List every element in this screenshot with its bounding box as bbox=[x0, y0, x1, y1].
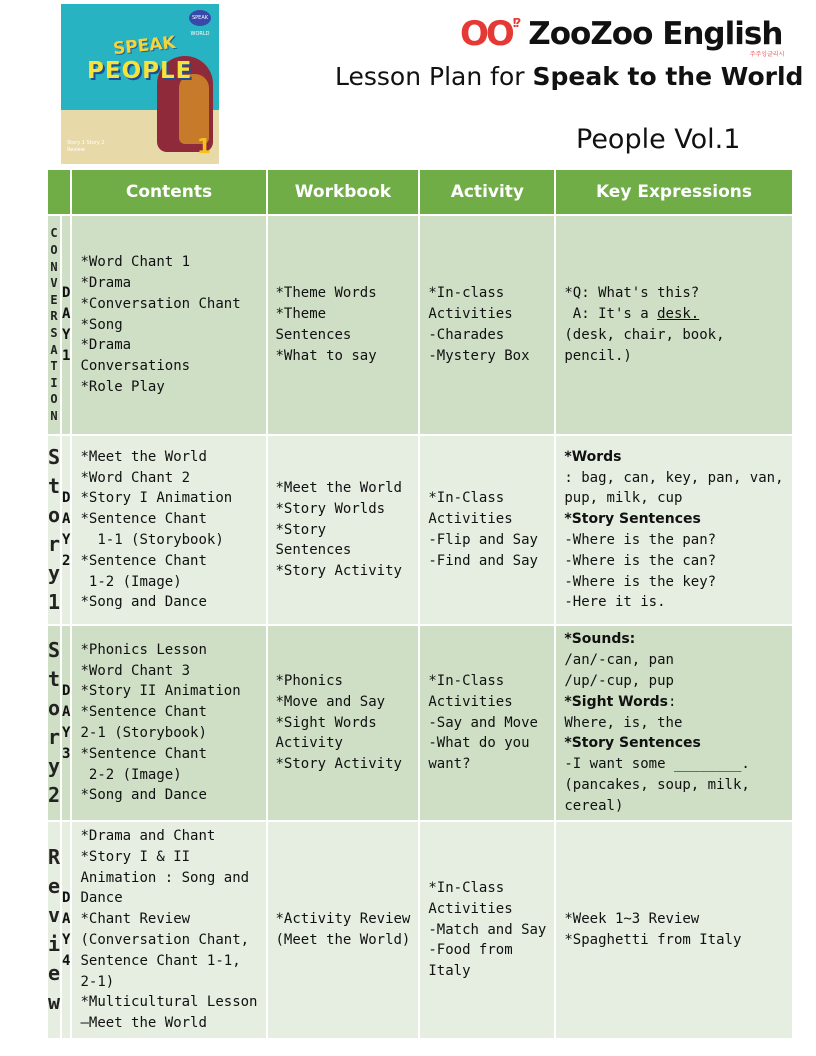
table-header-row bbox=[47, 169, 793, 215]
cover-speak-text: SPEAK bbox=[112, 32, 177, 60]
contents-cell: *Phonics Lesson *Word Chant 3 *Story II Animation *Sentence Chant 2-1 (Storybook) *Sentence Chant 2-2 (Image) *Song and Dance bbox=[71, 625, 266, 821]
cover-label: Story 1 Story 2 Review bbox=[67, 140, 105, 153]
header-activity: Activity bbox=[419, 169, 555, 215]
logo-mark: OO!? bbox=[460, 14, 519, 54]
header-workbook: Workbook bbox=[267, 169, 420, 215]
key-expressions-cell: *Q: What's this? A: It's a desk. (desk, chair, book, pencil.) bbox=[555, 215, 792, 435]
cover-volume-number: 1 bbox=[197, 134, 211, 158]
activity-cell: *In-Class Activities -Match and Say -Food from Italy bbox=[419, 821, 555, 1039]
key-expressions-cell: *Sounds: /an/-can, pan /up/-cup, pup *Sight Words: Where, is, the *Story Sentences -I want some ________. (pancakes, soup, milk, cereal) bbox=[555, 625, 792, 821]
table-row bbox=[47, 625, 793, 821]
table-row bbox=[47, 215, 793, 435]
key-expressions-cell: *Week 1~3 Review *Spaghetti from Italy bbox=[555, 821, 792, 1039]
workbook-cell: *Meet the World *Story Worlds *Story Sentences *Story Activity bbox=[267, 435, 420, 625]
day-label: D A Y 3 bbox=[61, 625, 71, 821]
workbook-cell: *Phonics *Move and Say *Sight Words Activity *Story Activity bbox=[267, 625, 420, 821]
activity-cell: *In-Class Activities -Say and Move -What do you want? bbox=[419, 625, 555, 821]
unit-label: S t o r y 2 bbox=[47, 625, 61, 821]
day-label: D A Y 2 bbox=[61, 435, 71, 625]
day-label: D A Y 1 bbox=[61, 215, 71, 435]
key-expressions-cell: *Words : bag, can, key, pan, van, pup, milk, cup *Story Sentences -Where is the pan? -Where is the can? -Where is the key? -Here it is. bbox=[555, 435, 792, 625]
zoozoo-logo bbox=[460, 14, 785, 58]
table-row bbox=[47, 821, 793, 1039]
contents-cell: *Word Chant 1 *Drama *Conversation Chant *Song *Drama Conversations *Role Play bbox=[71, 215, 266, 435]
unit-label: C O N V E R S A T I O N bbox=[47, 215, 61, 435]
logo-brand-name: ZooZoo English bbox=[528, 16, 783, 52]
cover-badge: SPEAK WORLD bbox=[189, 10, 211, 26]
workbook-cell: *Activity Review (Meet the World) bbox=[267, 821, 420, 1039]
volume-title: People Vol.1 bbox=[576, 124, 741, 155]
unit-label: R e v i e w bbox=[47, 821, 61, 1039]
day-label: D A Y 4 bbox=[61, 821, 71, 1039]
logo-korean-name: 주주잉글리시 bbox=[749, 51, 785, 58]
contents-cell: *Drama and Chant *Story I & II Animation : Song and Dance *Chant Review (Conversation Chant, Sentence Chant 1-1, 2-1) *Multicultural Lesson —Meet the World bbox=[71, 821, 266, 1039]
book-cover-image bbox=[61, 4, 219, 164]
cover-people-text: PEOPLE bbox=[87, 58, 193, 84]
lesson-plan-table bbox=[46, 168, 794, 1040]
header-key-expressions: Key Expressions bbox=[555, 169, 792, 215]
page-title: Lesson Plan for Speak to the World bbox=[335, 62, 804, 91]
contents-cell: *Meet the World *Word Chant 2 *Story I Animation *Sentence Chant 1-1 (Storybook) *Sentence Chant 1-2 (Image) *Song and Dance bbox=[71, 435, 266, 625]
unit-label: S t o r y 1 bbox=[47, 435, 61, 625]
activity-cell: *In-Class Activities -Flip and Say -Find and Say bbox=[419, 435, 555, 625]
workbook-cell: *Theme Words *Theme Sentences *What to say bbox=[267, 215, 420, 435]
header-blank bbox=[47, 169, 71, 215]
activity-cell: *In-class Activities -Charades -Mystery Box bbox=[419, 215, 555, 435]
header-contents: Contents bbox=[71, 169, 266, 215]
table-row bbox=[47, 435, 793, 625]
